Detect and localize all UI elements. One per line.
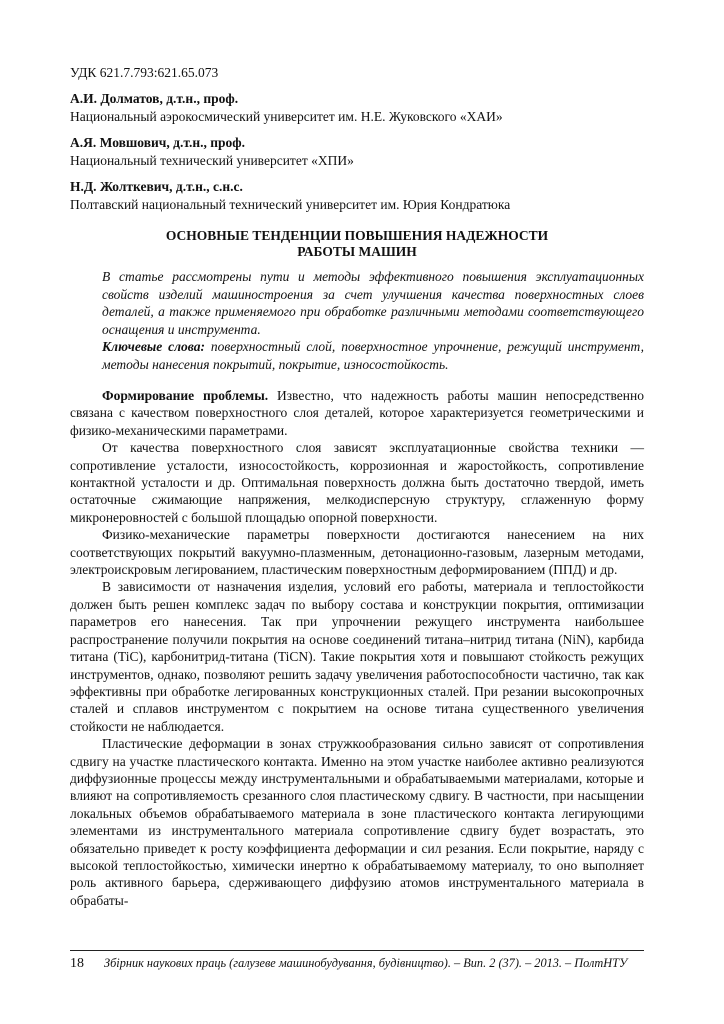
paragraph-4: В зависимости от назначения изделия, условий его работы, материала и теплостойкости должен быть решен комплекс задач по выбору состава и конструкции покрытия, оптимизации параметров его нанесения. Так при упрочнении режущего инструмента наибольшее распространение получили покрытия на основе соединений титана–нитрид титана (NiN), карбида титана (TiC), карбонитрид-титана (TiCN). Такие покрытия хотя и повышают стойкость режущих инструментов, однако, позволяют решить задачу увеличения работоспособности частично, так как эффективны при обработке легированных конструкционных сталей. При резании высокопрочных сталей и сплавов инструментом с покрытием на основе титана существенного увеличения стойкости не наблюдается. [70,579,644,734]
author-name-3: Н.Д. Жолткевич, д.т.н., с.н.с. [70,179,243,194]
author-affiliation-3: Полтавский национальный технический университет им. Юрия Кондратюка [70,197,511,212]
article-title [70,228,644,260]
section-heading: Формирование проблемы. [102,388,269,403]
keywords-label: Ключевые слова: [102,339,205,354]
page-footer [70,955,644,972]
keywords [102,338,644,373]
keywords-list: поверхностный слой, поверхностное упрочнение, режущий инструмент, методы нанесения покрытий, покрытие, износостойкость. [102,339,644,372]
article-body [70,387,644,909]
paragraph-5: Пластические деформации в зонах стружкообразования сильно зависят от сопротивления сдвигу на участке пластического контакта. Именно на этом участке наиболее активно реализуются диффузионные процессы между инструментальными и обрабатываемыми материалами, которые и влияют на сопротивляемость срезанного слоя пластическому сдвигу. В частности, при насыщении локальных объемов обрабатываемого материала в зоне пластического контакта легирующими элементами из инструментального материала сопротивление сдвигу будет возрастать, это обязательно приведет к росту коэффициента деформации и сил резания. Если покрытие, наряду с высокой теплостойкостью, химически инертно к обрабатываемому материалу, то оно выполняет роль активного барьера, сдерживающего диффузию атомов инструментального материала в обрабаты- [70,736,644,908]
article-page [70,64,644,909]
udc-code: УДК 621.7.793:621.65.073 [70,65,219,80]
paragraph-2: От качества поверхностного слоя зависят эксплуатационные свойства техники — сопротивление усталости, износостойкость, коррозионная и жаростойкость, сопротивление контактной усталости и др. Оптимальная поверхность должна быть достаточно твердой, иметь остаточные сжимающие напряжения, мелкодисперсную структуру, сглаженную форму микронеровностей с большой площадью опорной поверхности. [70,440,644,525]
paragraph-1-text: Известно, что надежность работы машин непосредственно связана с качеством поверхностного слоя деталей, которое характеризуется геометрическими и физико-механическими параметрами. [70,388,644,438]
abstract: В статье рассмотрены пути и методы эффективного повышения эксплуатационных свойств изделий машиностроения за счет улучшения качества поверхностных слоев деталей, а также применяемого при обработке различными методами соответствующего оснащения и инструмента. [102,269,644,337]
title-line-2: РАБОТЫ МАШИН [297,244,417,259]
author-name-2: А.Я. Мовшович, д.т.н., проф. [70,135,245,150]
paragraph-3: Физико-механические параметры поверхности достигаются нанесением на них соответствующих покрытий вакуумно-плазменным, детонационно-газовым, лазерным методами, электроискровым легированием, пластическим поверхностным деформированием (ППД) и др. [70,527,644,578]
paragraph-1 [70,387,644,439]
author-affiliation-2: Национальный технический университет «ХПИ» [70,153,354,168]
author-name-1: А.И. Долматов, д.т.н., проф. [70,91,239,106]
journal-citation: Збірник наукових праць (галузеве машинобудування, будівництво). – Вип. 2 (37). – 2013. – ПолтНТУ [104,956,628,970]
author-affiliation-1: Национальный аэрокосмический университет им. Н.Е. Жуковского «ХАИ» [70,109,503,124]
footer-divider [70,950,644,951]
title-line-1: ОСНОВНЫЕ ТЕНДЕНЦИИ ПОВЫШЕНИЯ НАДЕЖНОСТИ [165,228,549,243]
page-number: 18 [70,956,84,971]
